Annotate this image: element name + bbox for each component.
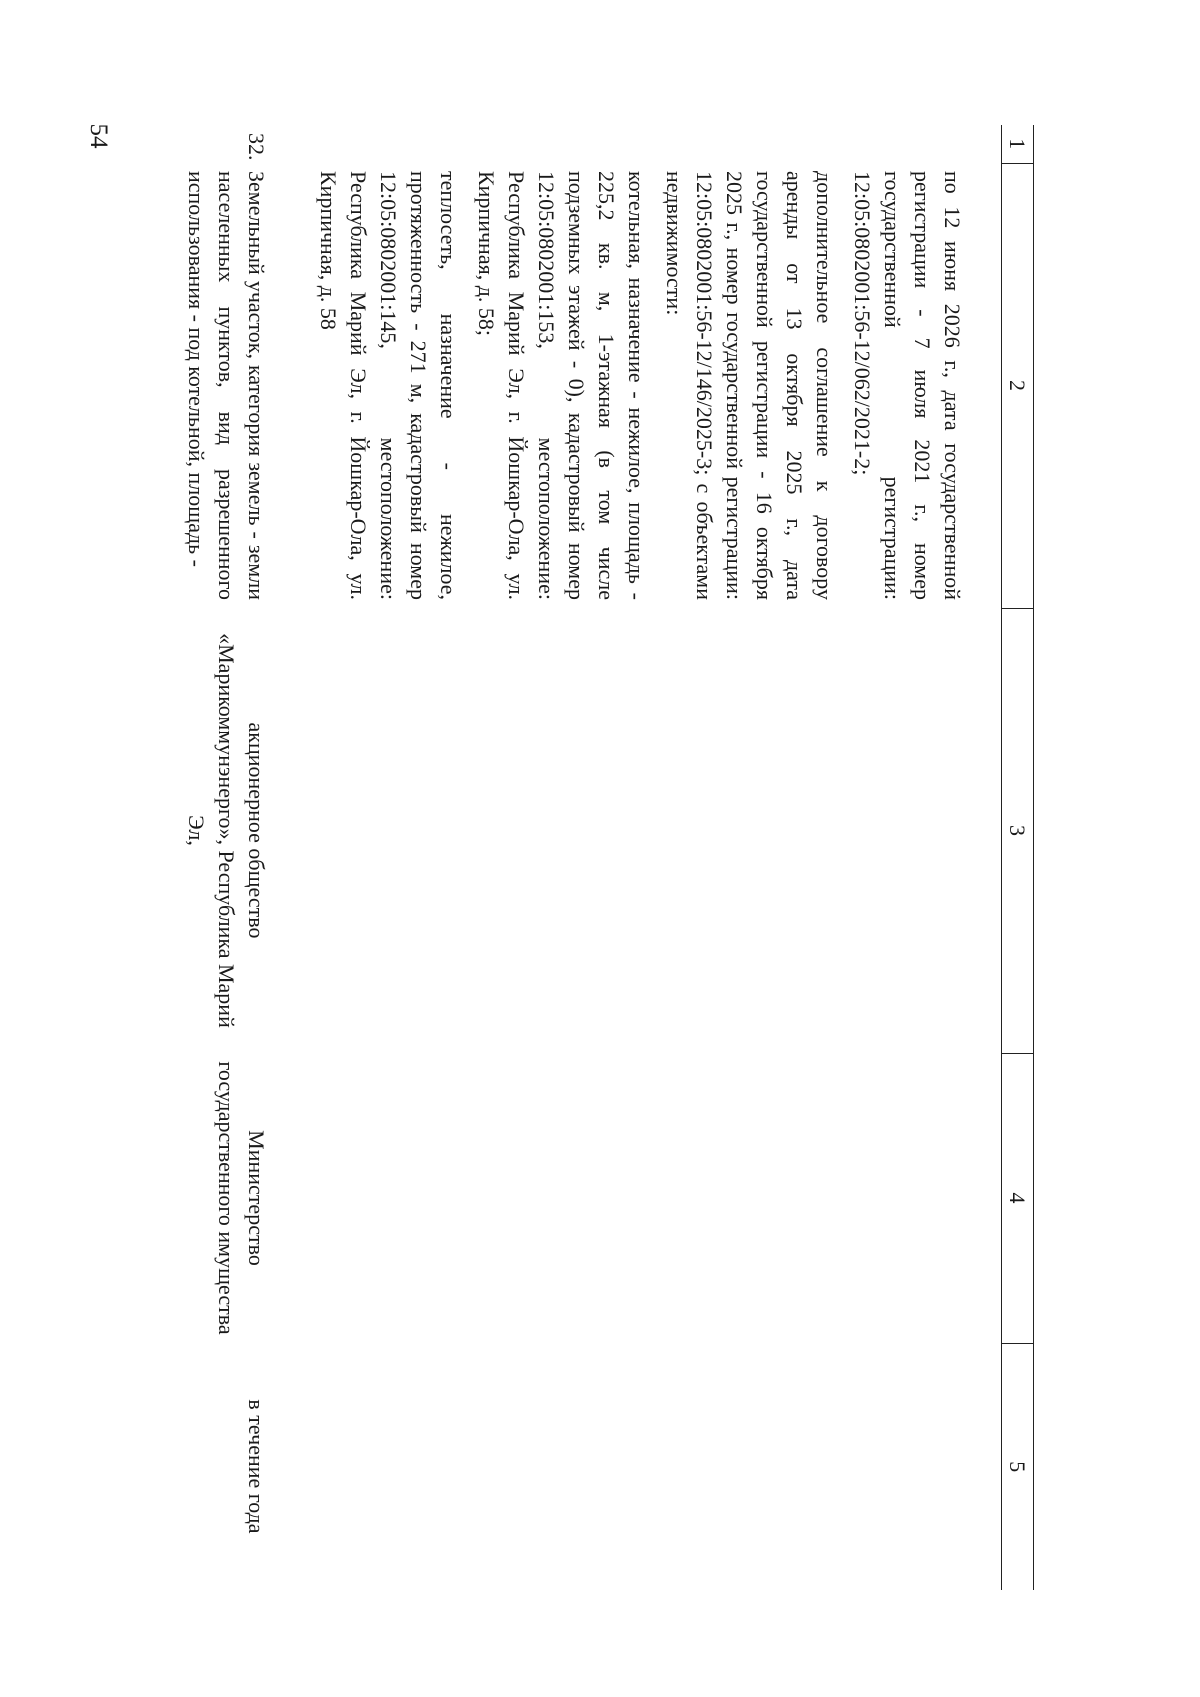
heating-network-paragraph: теплосеть, назначение - нежилое, протяженность - 271 м, кадастровый номер 12:05:0802001:145, местоположение: Республика Марий Эл, г. Йошкар-Ола, ул. Кирпичная, д. 58 <box>316 171 461 600</box>
row-number: 32. <box>244 133 269 161</box>
boiler-house-paragraph: котельная, назначение - нежилое, площадь - 225,2 кв. м, 1-этажная (в том числе подземных этажей - 0), кадастровый номер 12:05:0802001:153, местоположение: Республика Марий Эл, г. Йошкар-Ола, ул. Кирпичная, д. 58; <box>474 171 649 600</box>
recipient-text: акционерное общество «Марикоммунэнерго», Республика Марий Эл, <box>184 633 269 1028</box>
column-number-header <box>1002 125 1034 1590</box>
row-32-recipient <box>173 608 305 1053</box>
responsible-body-text: Министерство государственного имущества <box>214 1061 269 1335</box>
page-number: 54 <box>85 123 112 149</box>
rotated-document-frame <box>184 125 1034 1590</box>
row-32-term <box>173 1343 305 1590</box>
lease-term-paragraph: по 12 июня 2026 г., дата государственной регистрации - 7 июля 2021 г., номер государственной регистрации: 12:05:0802001:56-12/062/2021-2; <box>850 171 965 600</box>
column-number-4: 4 <box>1002 1053 1034 1343</box>
term-text: в течение года <box>244 1399 269 1534</box>
supplementary-agreement-paragraph: дополнительное соглашение к договору аренды от 13 октября 2025 г., дата государственной регистрации - 16 октября 2025 г., номер государственной регистрации: 12:05:0802001:56-12/146/2025-3; с объектами недвижимости: <box>662 171 837 600</box>
continuation-recipient-cell <box>305 608 1002 1053</box>
column-number-1: 1 <box>1002 125 1034 163</box>
continuation-description-cell <box>305 163 1002 608</box>
land-plot-description: Земельный участок, категория земель - земли населенных пунктов, вид разрешенного использования - под котельной, площадь - <box>184 171 269 600</box>
column-number-3: 3 <box>1002 608 1034 1053</box>
row-32-description <box>173 163 305 608</box>
continuation-number-cell <box>305 125 1002 163</box>
continuation-body-cell <box>305 1053 1002 1343</box>
column-number-2: 2 <box>1002 163 1034 608</box>
row-32-responsible-body <box>173 1053 305 1343</box>
column-number-5: 5 <box>1002 1343 1034 1590</box>
continuation-term-cell <box>305 1343 1002 1590</box>
table-row-32 <box>173 125 305 1590</box>
property-table <box>173 125 1034 1590</box>
continuation-row <box>305 125 1002 1590</box>
